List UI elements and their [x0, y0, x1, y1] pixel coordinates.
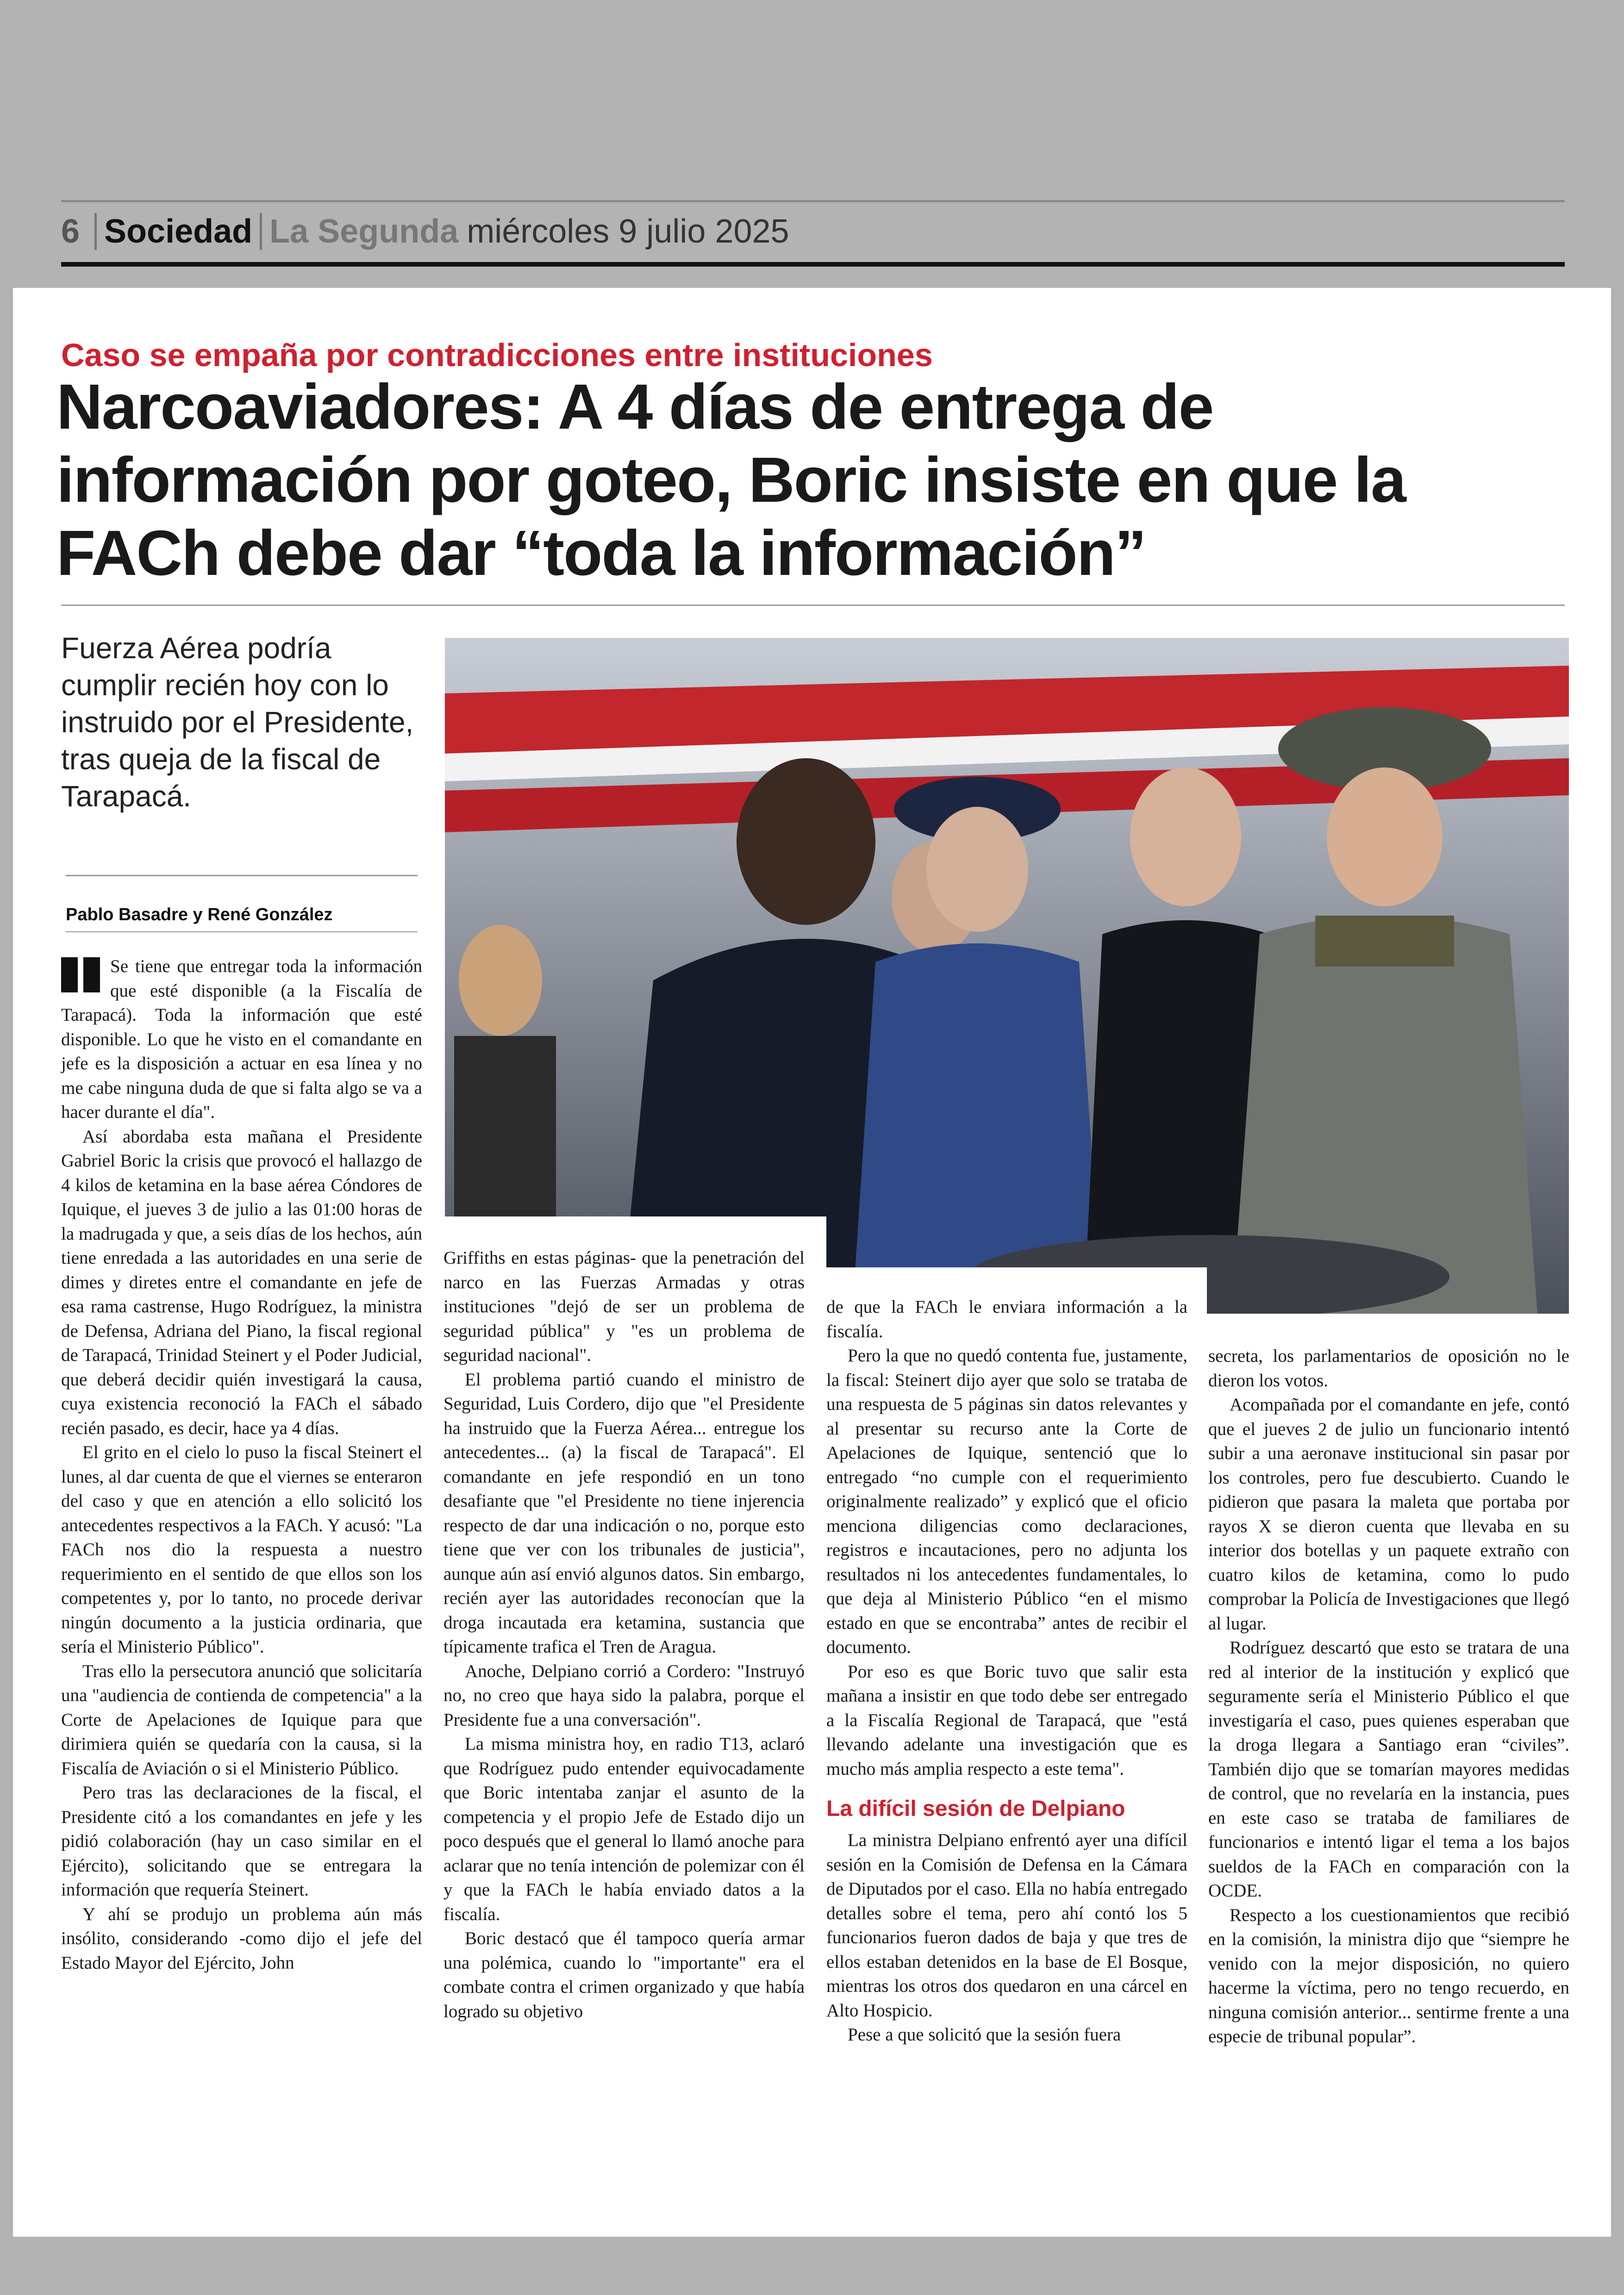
body-paragraph: Pero tras las declaraciones de la fiscal, el Presidente citó a los comandantes en jefe y les pidió colaboración (hay un caso similar en el Ejército), solicitando que se entregara la información que requería Steinert. [61, 1783, 422, 1900]
body-paragraph: de que la FACh le enviara información a la fiscalía. [826, 1297, 1187, 1341]
article-byline: Pablo Basadre y René González [66, 905, 333, 924]
section-subhead: La difícil sesión de Delpiano [826, 1796, 1125, 1821]
body-paragraph: secreta, los parlamentarios de oposición no le dieron los votos. [1208, 1346, 1569, 1391]
article-headline: Narcoaviadores: A 4 días de entrega de información por goteo, Boric insiste en que la FACh debe dar “toda la información” [56, 371, 1405, 589]
quote-mark-icon [61, 957, 104, 992]
article-photo [445, 638, 1569, 1314]
photo-illustration [445, 638, 1569, 1314]
body-paragraph: Así abordaba esta mañana el Presidente Gabriel Boric la crisis que provocó el hallazgo de 4 kilos de ketamina en la base aérea Cóndores de Iquique, el jueves 3 de julio a las 01:00 horas de la madrugada y que, a seis días de los hechos, aún tiene enredada a las autoridades en una serie de dimes y diretes entre el comandante en jefe de esa rama castrense, Hugo Rodríguez, la ministra de Defensa, Adriana del Piano, la fiscal regional de Tarapacá, Trinidad Steinert y el Poder Judicial, que deberá decidir quién investigará la causa, cuya existencia reconoció la FACh el sábado recién pasado, es decir, hace ya 4 días. [61, 1126, 422, 1438]
article-column-4 [1208, 1344, 1569, 2049]
body-paragraph: Por eso es que Boric tuvo que salir esta mañana a insistir en que todo debe ser entregado a la Fiscalía Regional de Tarapacá, que "está llevando adelante una investigación que es mucho más amplia respecto a este tema". [826, 1661, 1187, 1779]
body-paragraph: Y ahí se produjo un problema aún más insólito, considerando -como dijo el jefe del Estado Mayor del Ejército, John [61, 1904, 422, 1973]
issue-date: miércoles 9 julio 2025 [467, 213, 789, 250]
body-paragraph: El problema partió cuando el ministro de Seguridad, Luis Cordero, dijo que "el Presidente ha instruido que la Fuerza Aérea... entregue los antecedentes... (a) la fiscal de Tarapacá". El comandante en jefe respondió en un tono desafiante que "el Presidente no tiene injerencia respecto de dar una indicación o no, porque esto tiene que ver con los tribunales de justicia", aunque aún así envió algunos datos. Sin embargo, recién ayer las autoridades reconocían que la droga incautada era ketamina, sustancia que típicamente trafica el Tren de Aragua. [443, 1369, 805, 1657]
header-rule-top [61, 200, 1565, 202]
scan-bottom-margin [0, 2237, 1624, 2295]
deck-rule [66, 875, 418, 876]
body-paragraph: La misma ministra hoy, en radio T13, aclaró que Rodríguez pudo entender equivocadamente que Boric intentaba zanjar el asunto de la competencia y el propio Jefe de Estado dijo un poco después que el general lo llamó anoche para aclarar que no tenía intención de polemizar con él y que la FACh le había enviado datos a la fiscalía. [443, 1734, 805, 1924]
body-paragraph: Pero la que no quedó contenta fue, justamente, la fiscal: Steinert dijo ayer que solo se trataba de una respuesta de 5 páginas sin datos relevantes y al presentar su recurso ante la Corte de Apelaciones de Iquique, sentenció que lo entregado “no cumple con el requerimiento originalmente realizado” y explicó que el oficio menciona diligencias como declaraciones, registros e incautaciones, pero no adjunta los resultados ni los antecedentes fundamentales, lo que deja al Ministerio Público “en el mismo estado en que se encontraba” antes de recibir el documento. [826, 1346, 1187, 1657]
byline-rule [66, 931, 418, 932]
header-rule-bottom [61, 262, 1565, 267]
page-header [61, 204, 789, 259]
publication-name: La Segunda [269, 213, 459, 250]
body-paragraph: Pese a que solicitó que la sesión fuera [848, 2025, 1121, 2045]
body-paragraph: El grito en el cielo lo puso la fiscal Steinert el lunes, al dar cuenta de que el viernes se enteraron del caso y que en atención a ello solicitó los antecedentes respectivos a la FACh. Y acusó: "La FACh nos dio la respuesta a nuestro requerimiento en el sentido de que ellos son los competentes y, por lo tanto, no procede derivar ningún documento a la justicia ordinaria, que sería el Ministerio Público". [61, 1442, 422, 1657]
header-divider [260, 213, 262, 250]
body-paragraph: Respecto a los cuestionamientos que recibió en la comisión, la ministra dijo que “siempre he venido con la mejor disposición, no quiero hacerme la víctima, pero no tengo recuerdo, en ninguna comisión anterior... sentirme frente a una especie de tribunal popular”. [1208, 1905, 1569, 2046]
section-name: Sociedad [104, 213, 253, 250]
body-paragraph: Griffiths en estas páginas- que la penetración del narco en las Fuerzas Armadas y otras instituciones "dejó de ser un problema de seguridad pública" y "es un problema de seguridad nacional". [443, 1248, 805, 1365]
page-number: 6 [61, 213, 80, 250]
body-paragraph: Rodríguez descartó que esto se tratara de una red al interior de la institución y explicó que seguramente sería el Ministerio Público el que investigaría el caso, pues quienes esperaban que la droga llegara a Santiago eran “civiles”. También dijo que se tomarían mayores medidas de control, que no revelaría en la instancia, pues en este caso se trataba de familiares de funcionarios e intentó ligar el tema a los bajos sueldos de la FACh en comparación con la OCDE. [1208, 1638, 1569, 1901]
body-paragraph: La ministra Delpiano enfrentó ayer una difícil sesión en la Comisión de Defensa en la Cámara de Diputados por el caso. Ella no había entregado detalles sobre el tema, pero ahí contó los 5 funcionarios fueron dados de baja y que tres de ellos estaban detenidos en la base de El Bosque, mientras los otros dos quedaron en una cárcel en Alto Hospicio. [826, 1830, 1187, 2021]
header-divider [94, 213, 97, 250]
article-column-2 [443, 1246, 805, 2024]
article-column-3 [826, 1295, 1187, 2047]
headline-rule [61, 605, 1565, 606]
body-paragraph: Acompañada por el comandante en jefe, contó que el jueves 2 de julio un funcionario intentó subir a una aeronave institucional sin pasar por los controles, pero fue descubierto. Cuando le pidieron que pasara la maleta que portaba por rayos X se dieron cuenta que llevaba en su interior dos botellas y un paquete extraño con cuatro kilos de ketamina, como lo pudo comprobar la Policía de Investigaciones que llegó al lugar. [1208, 1395, 1569, 1634]
body-paragraph: Tras ello la persecutora anunció que solicitaría una "audiencia de contienda de competencia" a la Corte de Apelaciones de Iquique para que dirimiera quién se quedaría con la causa, si la Fiscalía de Aviación o si el Ministerio Público. [61, 1661, 422, 1778]
article-deck: Fuerza Aérea podría cumplir recién hoy con lo instruido por el Presidente, tras queja de la fiscal de Tarapacá. [61, 631, 414, 813]
article-column-1 [61, 954, 422, 1975]
article-kicker: Caso se empaña por contradicciones entre instituciones [61, 337, 933, 373]
body-paragraph: Anoche, Delpiano corrió a Cordero: "Instruyó no, no creo que haya sido la palabra, porque el Presidente fue a una conversación". [443, 1661, 805, 1730]
body-paragraph: Boric destacó que él tampoco quería armar una polémica, cuando lo "importante" era el combate contra el crimen organizado y que había logrado su objetivo [443, 1928, 805, 2021]
lead-paragraph: Se tiene que entregar toda la información que esté disponible (a la Fiscalía de Tarapacá). Toda la información que esté disponible. Lo que he visto en el comandante en jefe es la disposición a actuar en esa línea y no me cabe ninguna duda de que si falta algo se va a hacer durante el día". [61, 956, 422, 1122]
